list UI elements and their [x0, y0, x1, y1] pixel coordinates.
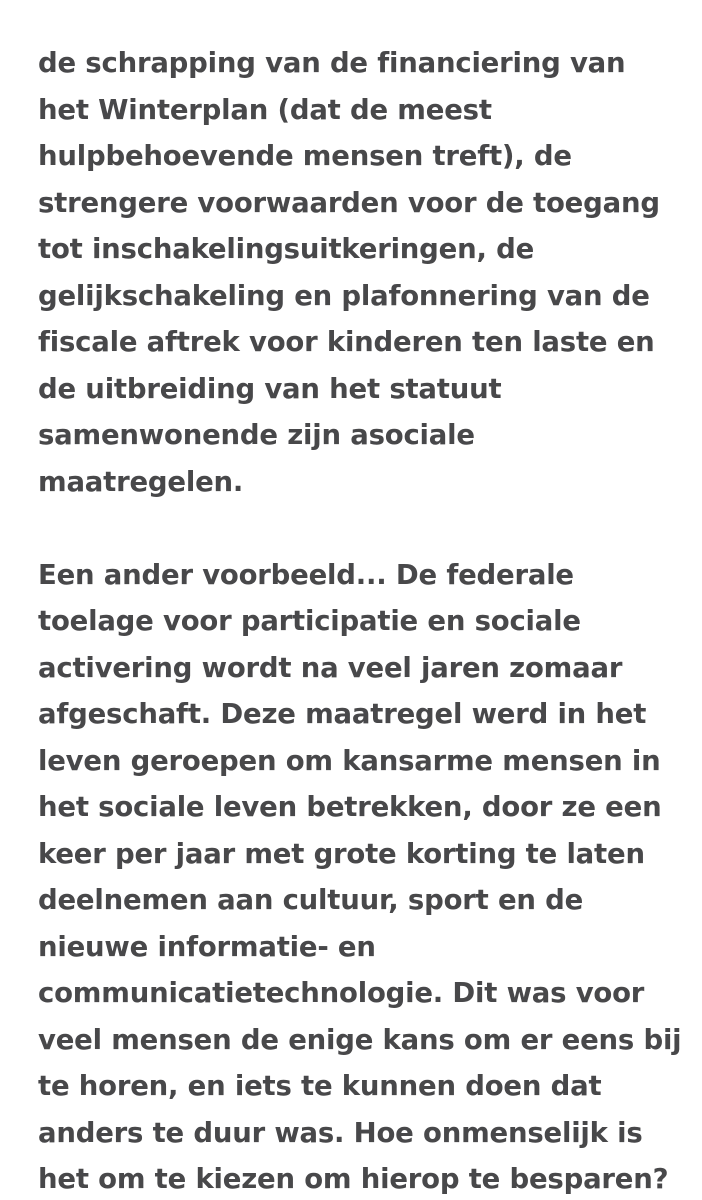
text-line: deelnemen aan cultuur, sport en de: [38, 884, 584, 916]
paragraph-spacer: [38, 505, 672, 552]
text-line: de uitbreiding van het statuut: [38, 372, 502, 405]
text-line: hulpbehoevende mensen treft), de: [38, 140, 572, 172]
text-line: maatregelen.: [38, 465, 244, 498]
text-line: strengere voorwaarden voor de toegang: [38, 186, 660, 219]
text-line: het sociale leven betrekken, door ze een: [38, 791, 662, 823]
text-line: activering wordt na veel jaren zomaar: [38, 651, 623, 684]
text-line: fiscale aftrek voor kinderen ten laste en: [38, 326, 655, 358]
text-line: veel mensen de enige kans om er eens bij: [38, 1023, 682, 1056]
text-line: de schrapping van de financiering van: [38, 47, 626, 79]
text-line: samenwonende zijn asociale: [38, 419, 475, 451]
paragraph-2: [38, 552, 682, 1200]
text-line: het om te kiezen om hierop te besparen?: [38, 1163, 669, 1195]
text-line: te horen, en iets te kunnen doen dat: [38, 1070, 602, 1102]
text-line: afgeschaft. Deze maatregel werd in het: [38, 698, 647, 730]
text-line: communicatietechnologie. Dit was voor: [38, 977, 645, 1009]
text-line: keer per jaar met grote korting te laten: [38, 837, 645, 870]
text-line: het Winterplan (dat de meest: [38, 93, 492, 126]
text-line: Een ander voorbeeld... De federale: [38, 558, 574, 591]
text-line: tot inschakelingsuitkeringen, de: [38, 233, 535, 265]
paragraph-1: [38, 40, 672, 505]
text-line: toelage voor participatie en sociale: [38, 605, 581, 637]
text-line: leven geroepen om kansarme mensen in: [38, 744, 661, 777]
text-line: anders te duur was. Hoe onmenselijk is: [38, 1116, 643, 1149]
text-line: gelijkschakeling en plafonnering van de: [38, 279, 650, 312]
text-line: nieuwe informatie- en: [38, 930, 376, 963]
